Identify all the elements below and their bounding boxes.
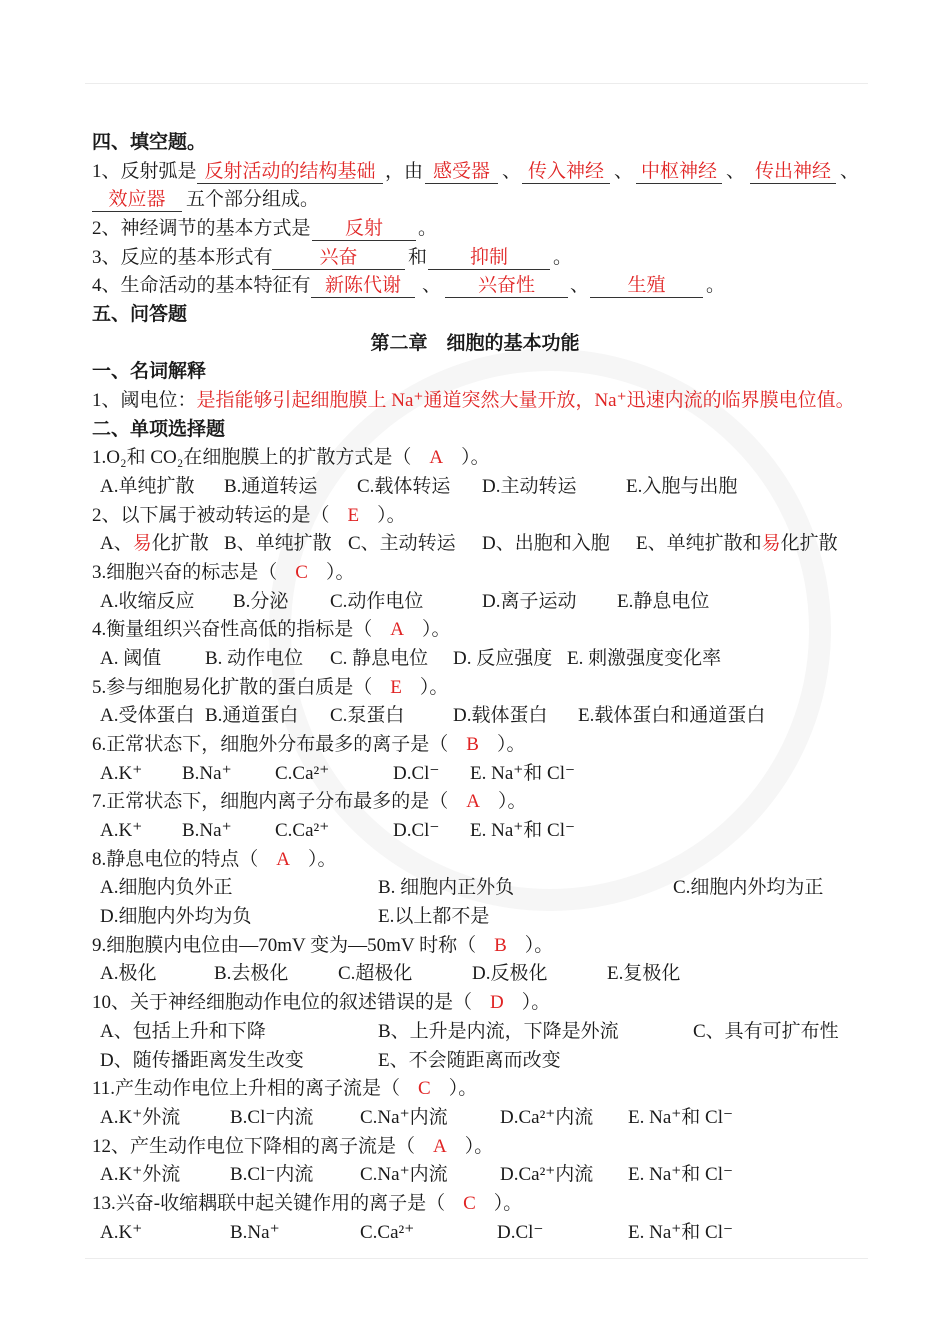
fill-in-heading: 四、填空题。 bbox=[92, 132, 207, 153]
q12-options bbox=[92, 1161, 858, 1190]
q9-option-b: B.去极化 bbox=[214, 963, 289, 985]
chapter-title: 第二章 细胞的基本功能 bbox=[370, 332, 580, 354]
q3-stem-line bbox=[92, 559, 858, 588]
q10-option-c: C、具有可扩布性 bbox=[693, 1020, 839, 1042]
q3-option-b: B.分泌 bbox=[233, 590, 289, 612]
q13-close: ）。 bbox=[493, 1192, 523, 1214]
fill-in-q1-mid: ，由 bbox=[385, 160, 424, 182]
q2-close: ）。 bbox=[377, 504, 406, 526]
choice-heading: 二、单项选择题 bbox=[92, 418, 226, 440]
q13-option-e: E. Na⁺和 Cl⁻ bbox=[628, 1221, 734, 1243]
q4-options bbox=[92, 645, 858, 674]
q10-options-row1 bbox=[92, 1018, 858, 1047]
q3-options bbox=[92, 588, 858, 617]
q5-stem: 5.参与细胞易化扩散的蛋白质是（ bbox=[92, 676, 373, 698]
fill-in-q3-suffix: 。 bbox=[553, 246, 573, 268]
q12-option-d: D.Ca²⁺内流 bbox=[500, 1164, 594, 1186]
q8-option-b: B. 细胞内正外负 bbox=[378, 877, 515, 899]
q5-option-e: E.载体蛋白和通道蛋白 bbox=[578, 705, 766, 727]
q2-option-c: C、主动转运 bbox=[348, 533, 456, 555]
q13-answer: C bbox=[463, 1192, 476, 1214]
q13-stem-line bbox=[92, 1190, 858, 1219]
q4-option-a: A. 阈值 bbox=[100, 648, 162, 670]
q1-option-e: E.入胞与出胞 bbox=[626, 476, 738, 498]
q6-option-b: B.Na⁺ bbox=[182, 762, 232, 784]
separator: 、 bbox=[502, 160, 522, 182]
q10-answer: D bbox=[490, 992, 504, 1014]
q8-options-row1 bbox=[92, 874, 858, 903]
q13-option-c: C.Ca²⁺ bbox=[360, 1221, 415, 1243]
q7-option-c: C.Ca²⁺ bbox=[275, 820, 330, 842]
fill-in-q4-blank1: 新陈代谢 bbox=[311, 275, 415, 298]
q1-option-d: D.主动转运 bbox=[482, 476, 577, 498]
q1-answer: A bbox=[429, 447, 444, 469]
q2-option-a-prefix: A、 bbox=[100, 533, 133, 555]
q9-option-d: D.反极化 bbox=[472, 963, 548, 985]
fill-in-q3-blank1: 兴奋 bbox=[272, 247, 405, 270]
q6-options bbox=[92, 760, 858, 789]
q7-option-a: A.K⁺ bbox=[100, 820, 143, 842]
q9-stem-line bbox=[92, 932, 858, 961]
q9-options bbox=[92, 960, 858, 989]
q11-close: ）。 bbox=[448, 1078, 478, 1100]
fill-in-q4-blank3: 生殖 bbox=[590, 275, 703, 298]
q11-option-e: E. Na⁺和 Cl⁻ bbox=[628, 1106, 734, 1128]
fill-in-q2-prefix: 2、神经调节的基本方式是 bbox=[92, 218, 311, 240]
q11-option-c: C.Na⁺内流 bbox=[360, 1106, 448, 1128]
separator: 、 bbox=[570, 275, 590, 297]
q1-option-c: C.载体转运 bbox=[357, 476, 451, 498]
fill-in-q1-blank4: 中枢神经 bbox=[636, 161, 722, 184]
q2-options bbox=[92, 530, 858, 559]
q12-option-a: A.K⁺外流 bbox=[100, 1164, 181, 1186]
q7-answer: A bbox=[466, 791, 480, 813]
q13-option-b: B.Na⁺ bbox=[230, 1221, 280, 1243]
q11-option-d: D.Ca²⁺内流 bbox=[500, 1106, 594, 1128]
q2-option-e-rest: 化扩散 bbox=[780, 533, 838, 555]
q7-stem-line bbox=[92, 788, 858, 817]
fill-in-q3-prefix: 3、反应的基本形式有 bbox=[92, 246, 273, 268]
q1-close: ）。 bbox=[461, 447, 490, 469]
fill-in-q3-blank2: 抑制 bbox=[428, 247, 550, 270]
q3-option-d: D.离子运动 bbox=[482, 590, 577, 612]
fill-in-q3-mid: 和 bbox=[408, 246, 428, 268]
q3-option-e: E.静息电位 bbox=[617, 590, 710, 612]
fill-in-q1-line2 bbox=[92, 186, 858, 215]
q10-option-b: B、上升是内流，下降是外流 bbox=[378, 1020, 619, 1042]
q3-option-c: C.动作电位 bbox=[330, 590, 424, 612]
q10-option-a: A、包括上升和下降 bbox=[100, 1020, 266, 1042]
q7-option-d: D.Cl⁻ bbox=[393, 820, 440, 842]
q7-option-b: B.Na⁺ bbox=[182, 820, 232, 842]
q7-stem: 7.正常状态下，细胞内离子分布最多的是（ bbox=[92, 791, 449, 813]
q1-stem-line bbox=[92, 444, 858, 473]
q8-option-d: D.细胞内外均为负 bbox=[100, 906, 252, 928]
q4-stem: 4.衡量组织兴奋性高低的指标是（ bbox=[92, 619, 373, 641]
q5-option-d: D.载体蛋白 bbox=[453, 705, 548, 727]
q12-answer: A bbox=[433, 1135, 447, 1157]
q11-stem: 11.产生动作电位上升相的离子流是（ bbox=[92, 1078, 401, 1100]
fill-in-q1-line1 bbox=[92, 158, 858, 187]
q11-answer: C bbox=[418, 1078, 431, 1100]
q6-stem: 6.正常状态下，细胞外分布最多的离子是（ bbox=[92, 734, 449, 756]
fill-in-q3 bbox=[92, 244, 858, 273]
q8-option-c: C.细胞内外均为正 bbox=[673, 877, 824, 899]
q13-options bbox=[92, 1219, 858, 1248]
q2-stem: 2、以下属于被动转运的是（ bbox=[92, 504, 330, 526]
fill-in-q1-prefix: 1、反射弧是 bbox=[92, 160, 197, 182]
q2-option-b: B、单纯扩散 bbox=[224, 533, 332, 555]
q5-stem-line bbox=[92, 674, 858, 703]
q5-option-a: A.受体蛋白 bbox=[100, 705, 195, 727]
q12-stem-line bbox=[92, 1133, 858, 1162]
q8-answer: A bbox=[276, 848, 290, 870]
q1-option-b: B.通道转运 bbox=[224, 476, 318, 498]
term-item bbox=[92, 387, 858, 416]
fill-in-q1-suffix: 五个部分组成。 bbox=[186, 189, 320, 211]
q10-option-d: D、随传播距离发生改变 bbox=[100, 1049, 304, 1071]
q7-option-e: E. Na⁺和 Cl⁻ bbox=[470, 820, 576, 842]
fill-in-q1-blank3: 传入神经 bbox=[522, 161, 610, 184]
q9-close: ）。 bbox=[524, 934, 554, 956]
q1-option-a: A.单纯扩散 bbox=[100, 476, 195, 498]
q11-options bbox=[92, 1104, 858, 1133]
q12-option-c: C.Na⁺内流 bbox=[360, 1164, 448, 1186]
fill-in-q2-suffix: 。 bbox=[418, 218, 438, 240]
q9-option-e: E.复极化 bbox=[607, 963, 681, 985]
q12-option-e: E. Na⁺和 Cl⁻ bbox=[628, 1164, 734, 1186]
q8-options-row2 bbox=[92, 903, 858, 932]
bottom-rule bbox=[85, 1258, 868, 1259]
q12-close: ）。 bbox=[464, 1135, 494, 1157]
q2-option-a-rest: 化扩散 bbox=[151, 533, 209, 555]
document-content bbox=[92, 129, 858, 1247]
q6-option-c: C.Ca²⁺ bbox=[275, 762, 330, 784]
fill-in-q1-blank1: 反射活动的结构基础 bbox=[197, 161, 383, 184]
q6-option-e: E. Na⁺和 Cl⁻ bbox=[470, 762, 576, 784]
q11-stem-line bbox=[92, 1075, 858, 1104]
q12-option-b: B.Cl⁻内流 bbox=[230, 1164, 314, 1186]
q3-option-a: A.收缩反应 bbox=[100, 590, 195, 612]
q8-stem: 8.静息电位的特点（ bbox=[92, 848, 259, 870]
q8-close: ）。 bbox=[308, 848, 337, 870]
separator: 、 bbox=[614, 160, 634, 182]
q7-options bbox=[92, 817, 858, 846]
q9-answer: B bbox=[494, 934, 507, 956]
q10-stem: 10、关于神经细胞动作电位的叙述错误的是（ bbox=[92, 992, 473, 1014]
q9-option-c: C.超极化 bbox=[338, 963, 413, 985]
q1-options bbox=[92, 473, 858, 502]
q10-options-row2 bbox=[92, 1047, 858, 1076]
q8-option-e: E.以上都不是 bbox=[378, 906, 490, 928]
term-label: 1、阈电位： bbox=[92, 390, 197, 412]
q6-option-d: D.Cl⁻ bbox=[393, 762, 440, 784]
q8-option-a: A.细胞内负外正 bbox=[100, 877, 233, 899]
q10-option-e: E、不会随距离而改变 bbox=[378, 1049, 561, 1071]
q9-option-a: A.极化 bbox=[100, 963, 157, 985]
q2-stem-line bbox=[92, 502, 858, 531]
separator: 、 bbox=[726, 160, 746, 182]
q6-answer: B bbox=[466, 734, 479, 756]
q4-stem-line bbox=[92, 616, 858, 645]
q13-option-a: A.K⁺ bbox=[100, 1221, 143, 1243]
q7-close: ）。 bbox=[498, 791, 527, 813]
q5-options bbox=[92, 702, 858, 731]
q4-option-c: C. 静息电位 bbox=[330, 648, 429, 670]
top-rule bbox=[85, 83, 868, 84]
q5-option-c: C.泵蛋白 bbox=[330, 705, 405, 727]
q4-option-b: B. 动作电位 bbox=[205, 648, 304, 670]
q2-option-e-prefix: E、单纯扩散和 bbox=[636, 533, 762, 555]
q5-option-b: B.通道蛋白 bbox=[205, 705, 299, 727]
q1-stem: 1.O₂和 CO₂在细胞膜上的扩散方式是（ bbox=[92, 447, 412, 469]
q2-option-e-highlight: 易 bbox=[761, 533, 781, 555]
separator: 、 bbox=[840, 160, 860, 182]
fill-in-q1-blank5: 传出神经 bbox=[750, 161, 836, 184]
separator: 、 bbox=[422, 275, 442, 297]
q2-option-a bbox=[100, 530, 209, 559]
q4-answer: A bbox=[390, 619, 404, 641]
fill-in-q4-prefix: 4、生命活动的基本特征有 bbox=[92, 275, 311, 297]
q9-stem: 9.细胞膜内电位由—70mV 变为—50mV 时称（ bbox=[92, 934, 477, 956]
q3-stem: 3.细胞兴奋的标志是（ bbox=[92, 562, 278, 584]
q10-stem-line bbox=[92, 989, 858, 1018]
q4-close: ）。 bbox=[422, 619, 451, 641]
q2-option-d: D、出胞和入胞 bbox=[482, 533, 610, 555]
q10-close: ）。 bbox=[521, 992, 551, 1014]
q3-close: ）。 bbox=[325, 562, 355, 584]
q4-option-e: E. 刺激强度变化率 bbox=[567, 648, 722, 670]
q6-close: ）。 bbox=[496, 734, 526, 756]
short-answer-heading: 五、问答题 bbox=[92, 304, 188, 326]
fill-in-q2-blank1: 反射 bbox=[312, 218, 416, 241]
q12-stem: 12、产生动作电位下降相的离子流是（ bbox=[92, 1135, 416, 1157]
term-definition: 是指能够引起细胞膜上 Na⁺通道突然大量开放，Na⁺迅速内流的临界膜电位值。 bbox=[196, 390, 855, 412]
q11-option-b: B.Cl⁻内流 bbox=[230, 1106, 314, 1128]
fill-in-q4-blank2: 兴奋性 bbox=[445, 275, 568, 298]
q2-option-e bbox=[636, 530, 838, 559]
q13-option-d: D.Cl⁻ bbox=[497, 1221, 544, 1243]
fill-in-q2 bbox=[92, 215, 858, 244]
q3-answer: C bbox=[295, 562, 308, 584]
q11-option-a: A.K⁺外流 bbox=[100, 1106, 181, 1128]
q5-close: ）。 bbox=[419, 676, 449, 698]
fill-in-q4-suffix: 。 bbox=[706, 275, 726, 297]
fill-in-q4 bbox=[92, 272, 858, 301]
q6-option-a: A.K⁺ bbox=[100, 762, 143, 784]
q4-option-d: D. 反应强度 bbox=[453, 648, 553, 670]
q2-answer: E bbox=[347, 504, 360, 526]
terms-heading: 一、名词解释 bbox=[92, 361, 207, 383]
fill-in-q1-blank6: 效应器 bbox=[92, 189, 182, 212]
q13-stem: 13.兴奋-收缩耦联中起关键作用的离子是（ bbox=[92, 1192, 446, 1214]
q2-option-a-highlight: 易 bbox=[132, 533, 152, 555]
q5-answer: E bbox=[390, 676, 402, 698]
fill-in-q1-blank2: 感受器 bbox=[425, 161, 498, 184]
q8-stem-line bbox=[92, 846, 858, 875]
q6-stem-line bbox=[92, 731, 858, 760]
